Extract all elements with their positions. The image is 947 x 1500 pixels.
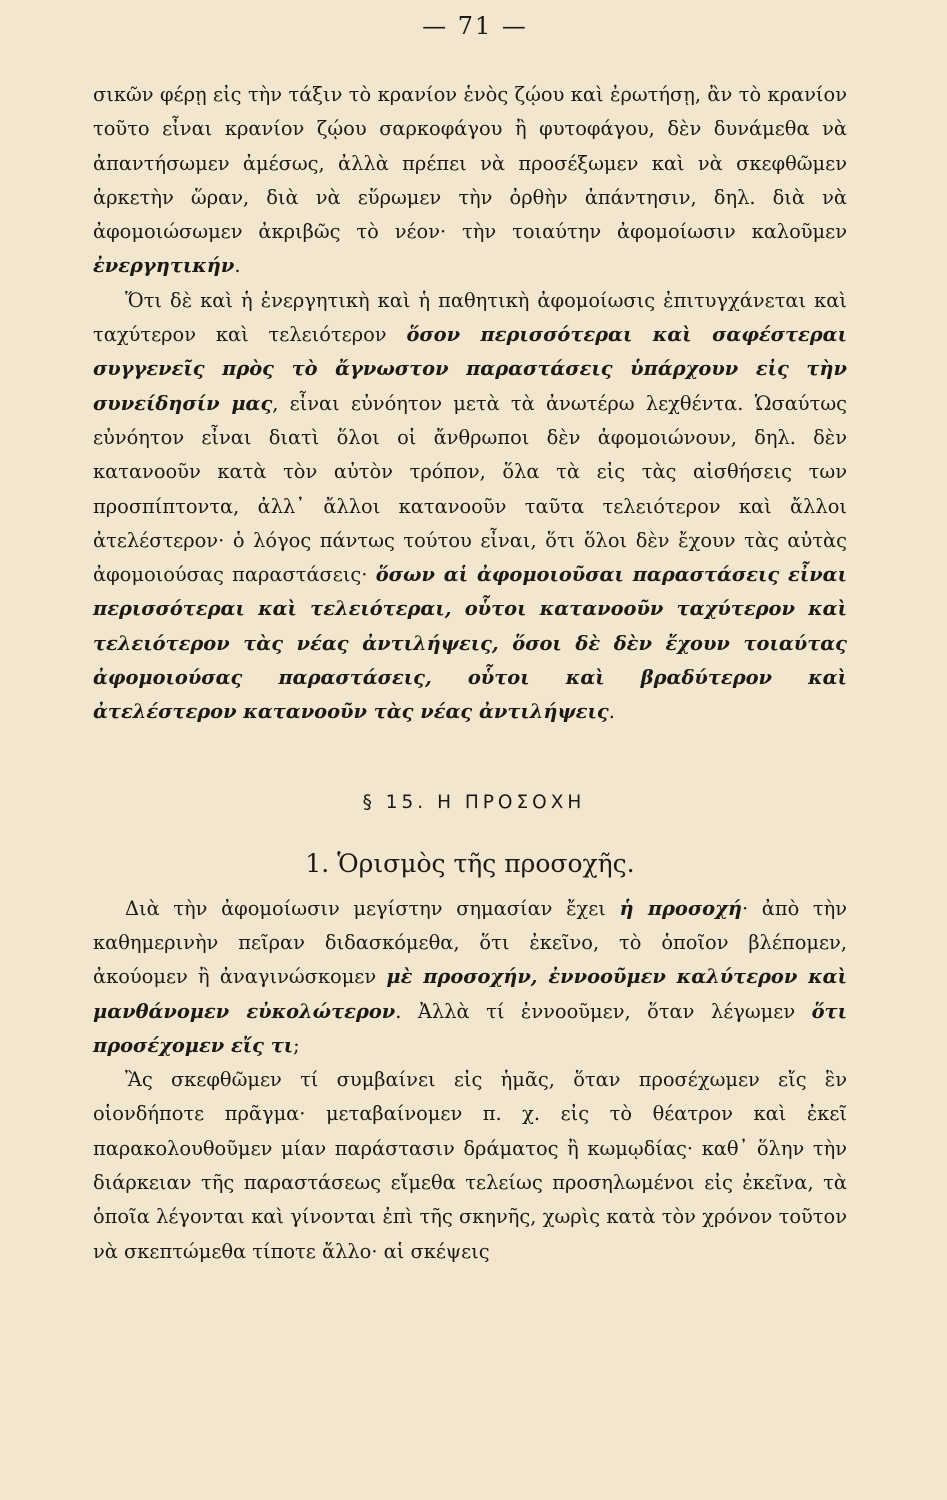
subsection-heading: 1. Ὁρισμὸς τῆς προσοχῆς.	[305, 848, 635, 878]
paragraph-3-text-a: Διὰ τὴν ἀφομοίωσιν μεγίστην σημασίαν ἔχει	[125, 896, 620, 920]
paragraph-2	[93, 284, 847, 730]
page-number: — 71 —	[422, 12, 528, 40]
paragraph-3-emphasis-c: ὅτι προσέχομεν εἴς τι	[93, 999, 847, 1057]
paragraph-3	[93, 892, 847, 1063]
paragraph-3-text-d: ;	[293, 1033, 300, 1057]
paragraph-4	[93, 1063, 847, 1269]
paragraph-3-emphasis-b: μὲ προσοχήν, ἐννοοῦμεν καλύτερον καὶ μανθάνομεν εὐκολώτερον	[93, 965, 847, 1023]
paragraph-2-text-a: Ὅτι δὲ καὶ ἡ ἐνεργητικὴ καὶ ἡ παθητικὴ ἀφομοίωσις ἐπιτυγχάνεται καὶ ταχύτερον καὶ τελειότερον	[93, 288, 847, 347]
paragraph-3-text-b: · ἀπὸ τὴν καθημερινὴν πεῖραν διδασκόμεθα, ὅτι ἐκεῖνο, τὸ ὁποῖον βλέπομεν, ἀκούομεν ἢ ἀναγινώσκομεν	[93, 896, 848, 989]
paragraph-2-text-b: , εἶναι εὐνόητον μετὰ τὰ ἀνωτέρω λεχθέντα. Ὡσαύτως εὐνόητον εἶναι διατὶ ὅλοι οἱ ἄνθρωποι δὲν ἀφομοιώνουν, δηλ. δὲν κατανοοῦν κατὰ τὸν αὐτὸν τρόπον, ὅλα τὰ εἰς τὰς αἰσθήσεις των προσπίπτοντα, ἀλλ᾽ ἄλλοι κατανοοῦν ταῦτα τελειότερον καὶ ἄλλοι ἀτελέστερον· ὁ λόγος πάντως τούτου εἶναι, ὅτι ὅλοι δὲν ἔχουν τὰς αὐτὰς ἀφομοιούσας παραστάσεις·	[93, 391, 847, 587]
paragraph-1-text-b: .	[234, 254, 241, 278]
paragraph-3-text-c: . Ἀλλὰ τί ἐννοοῦμεν, ὅταν λέγωμεν	[395, 999, 812, 1023]
section-heading: § 15. Η ΠΡΟΣΟΧΗ	[362, 791, 586, 813]
paragraph-1-emphasis: ἐνεργητικήν	[93, 254, 235, 278]
paragraph-2-emphasis-b: ὅσων αἱ ἀφομοιοῦσαι παραστάσεις εἶναι περισσότεραι καὶ τελειότεραι, οὗτοι κατανοοῦν ταχύτερον καὶ τελειότερον τὰς νέας ἀντιλήψεις, ὅσοι δὲ δὲν ἔχουν τοιαύτας ἀφομοιούσας παραστάσεις, οὗτοι καὶ βραδύτερον καὶ ἀτελέστερον κατανοοῦν τὰς νέας ἀντιλήψεις	[93, 563, 847, 724]
paragraph-1	[93, 78, 847, 284]
paragraph-4-text: Ἂς σκεφθῶμεν τί συμβαίνει εἰς ἡμᾶς, ὅταν προσέχωμεν εἴς ἓν οἱονδήποτε πρᾶγμα· μεταβαίνομεν π. χ. εἰς τὸ θέατρον καὶ ἐκεῖ παρακολουθοῦμεν μίαν παράστασιν δράματος ἢ κωμῳδίας· καθ᾽ ὅλην τὴν διάρκειαν τῆς παραστάσεως εἴμεθα τελείως προσηλωμένοι εἰς ἐκεῖνα, τὰ ὁποῖα λέγονται καὶ γίνονται ἐπὶ τῆς σκηνῆς, χωρὶς κατὰ τὸν χρόνον τοῦτον νὰ σκεπτώμεθα τίποτε ἄλλο· αἱ σκέψεις	[93, 1068, 847, 1263]
paragraph-2-emphasis-a: ὅσον περισσότεραι καὶ σαφέστεραι συγγενεῖς πρὸς τὸ ἄγνωστον παραστάσεις ὑπάρχουν εἰς τὴν συνείδησίν μας	[93, 323, 847, 415]
paragraph-2-text-c: .	[608, 700, 615, 724]
paragraph-3-emphasis-a: ἡ προσοχή	[619, 896, 742, 920]
paragraph-1-text-a: σικῶν φέρῃ εἰς τὴν τάξιν τὸ κρανίον ἑνὸς ζῴου καὶ ἐρωτήσῃ, ἂν τὸ κρανίον τοῦτο εἶναι κρανίον ζῴου σαρκοφάγου ἢ φυτοφάγου, δὲν δυνάμεθα νὰ ἀπαντήσωμεν ἀμέσως, ἀλλὰ πρέπει νὰ προσέξωμεν καὶ νὰ σκεφθῶμεν ἀρκετὴν ὥραν, διὰ νὰ εὕρωμεν τὴν ὀρθὴν ἀπάντησιν, δηλ. διὰ νὰ ἀφομοιώσωμεν ἀκριβῶς τὸ νέον· τὴν τοιαύτην ἀφομοίωσιν καλοῦμεν	[93, 83, 847, 244]
